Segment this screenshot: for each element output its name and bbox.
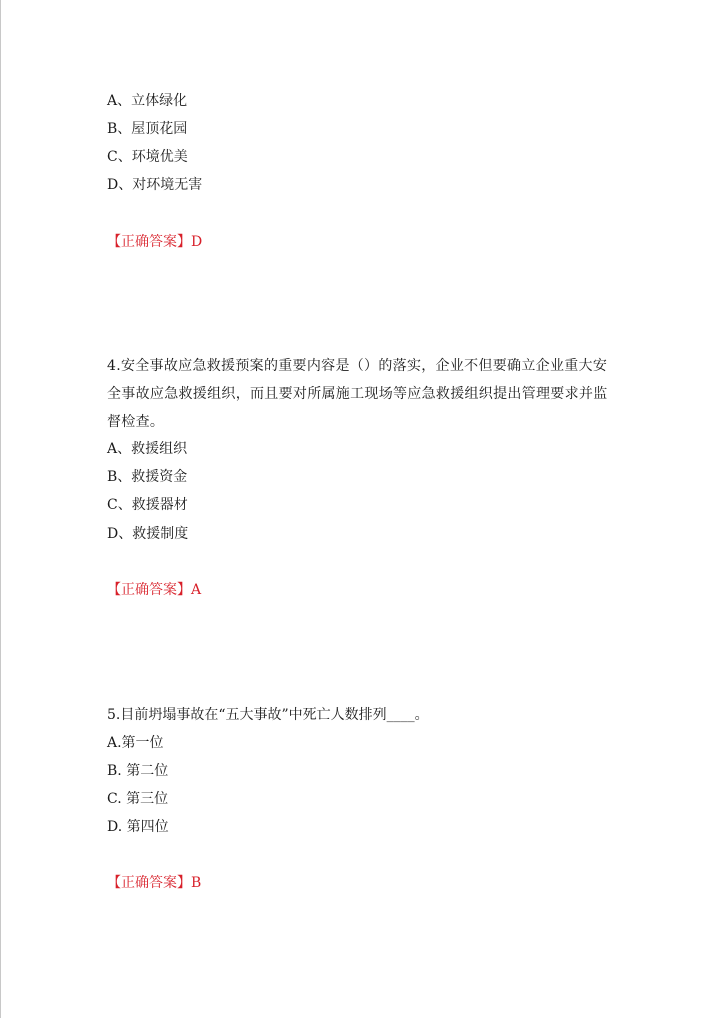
q3-option-c: C、环境优美 [107,149,188,165]
q4-option-a: A、救援组织 [107,441,188,457]
q5-option-c: C. 第三位 [107,791,169,807]
q5-stem: 5.目前坍塌事故在“五大事故”中死亡人数排列____。 [107,707,429,723]
q3-answer-label: 【正确答案】 [107,234,191,250]
q4-option-c: C、救援器材 [107,497,188,513]
q5-option-b: B. 第二位 [107,763,169,779]
q4-answer-label: 【正确答案】 [107,582,191,598]
page-edge [0,0,1,1018]
q5-answer-label: 【正确答案】 [107,875,191,891]
q3-option-b: B、屋顶花园 [107,121,188,137]
q3-option-d: D、对环境无害 [107,177,203,193]
q3-answer-value: D [191,234,203,250]
q5-option-a: A.第一位 [107,735,164,751]
q3-answer [107,232,202,252]
q4-answer-value: A [191,582,202,598]
q4-stem: 4.安全事故应急救援预案的重要内容是（）的落实，企业不但要确立企业重大安全事故应急救援组织，而且要对所属施工现场等应急救援组织提出管理要求并监督检查。 [107,358,608,430]
q4-option-b: B、救援资金 [107,469,188,485]
q4-option-d: D、救援制度 [107,526,189,542]
q3-option-a: A、立体绿化 [107,93,188,109]
q5-answer [107,873,201,893]
q5-option-d: D. 第四位 [107,819,169,835]
q4-answer [107,580,201,600]
q5-answer-value: B [191,875,202,891]
